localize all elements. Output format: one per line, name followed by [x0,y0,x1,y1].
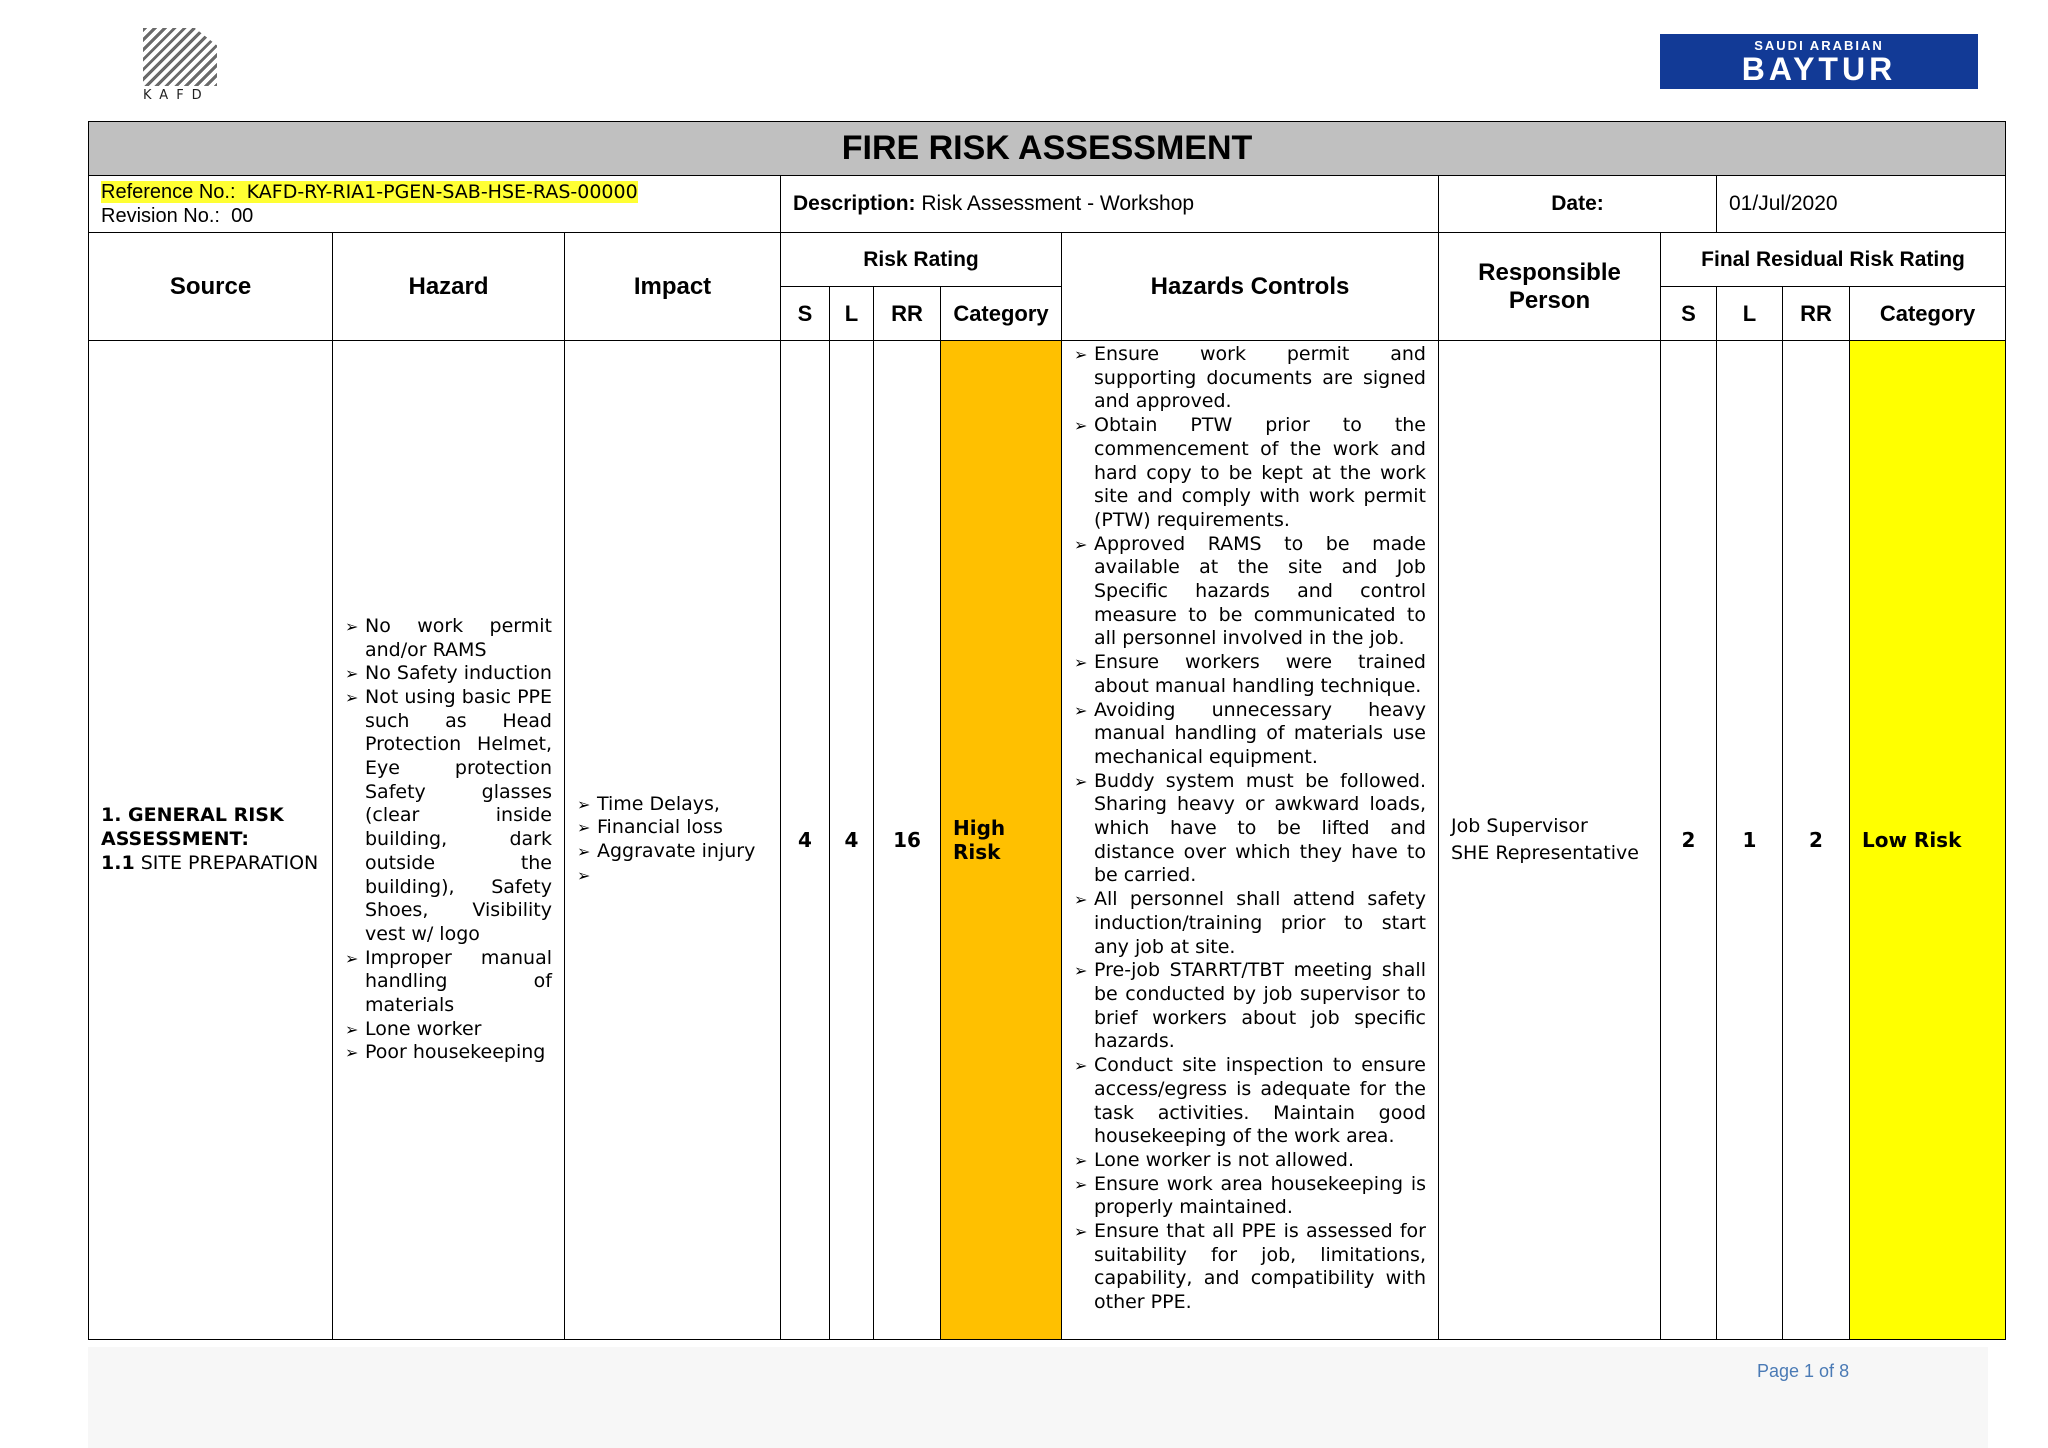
control-item: ➢ Obtain PTW prior to the commencement of the work and hard copy to be kept at the work site and comply with work permit (PTW) requirements. [1074,414,1426,533]
controls-list [1074,343,1426,1315]
hazard-cell [333,341,565,1340]
header-final-category: Category [1850,287,2006,341]
risk-category-value [941,341,1062,1340]
impact-item [577,864,768,888]
revision-label: Revision No.: [101,205,220,227]
header-final-s: S [1661,287,1717,341]
control-item: ➢ Ensure that all PPE is assessed for suitability for job, limitations, capability, and compatibility with other PPE. [1074,1220,1426,1315]
impact-cell [565,341,781,1340]
hazard-item: ➢ Improper manual handling of materials [345,947,552,1018]
hazard-item: ➢ Lone worker [345,1018,552,1042]
hazard-item: ➢ No work permit and/or RAMS [345,615,552,662]
control-item: ➢ All personnel shall attend safety induction/training prior to start any job at site. [1074,888,1426,959]
date-value: 01/Jul/2020 [1717,176,2006,233]
impact-list [577,793,768,888]
header-source: Source [89,233,333,341]
header-impact: Impact [565,233,781,341]
control-item: ➢ Ensure work permit and supporting documents are signed and approved. [1074,343,1426,414]
control-item: ➢ Avoiding unnecessary heavy manual handling of materials use mechanical equipment. [1074,699,1426,770]
hazard-item: ➢ Poor housekeeping [345,1041,552,1065]
responsible-cell [1439,341,1661,1340]
risk-l-value: 4 [830,341,874,1340]
responsible-person: Job Supervisor [1451,815,1588,837]
description-value: Risk Assessment - Workshop [921,192,1195,215]
control-item: ➢ Approved RAMS to be made available at the site and Job Specific hazards and control measure to be communicated to all personnel involved in the job. [1074,533,1426,652]
final-s-value: 2 [1661,341,1717,1340]
baytur-logo-big-text: BAYTUR [1741,51,1897,87]
control-item: ➢ Ensure workers were trained about manual handling technique. [1074,651,1426,698]
control-item: ➢ Ensure work area housekeeping is properly maintained. [1074,1173,1426,1220]
description-label: Description: [793,192,916,215]
risk-assessment-table [88,121,2006,1340]
page-number: Page 1 of 8 [1757,1361,1850,1381]
reference-value: KAFD-RY-RIA1-PGEN-SAB-HSE-RAS-00000 [246,181,638,203]
header-l: L [830,287,874,341]
hazards-controls-cell [1062,341,1439,1340]
source-subsection-text: SITE PREPARATION [140,851,319,874]
impact-item: ➢ Financial loss [577,816,768,840]
revision-value: 00 [231,205,254,227]
baytur-logo-small-text: SAUDI ARABIAN [1754,38,1884,53]
kafd-logo-mark [143,28,217,86]
impact-item: ➢ Time Delays, [577,793,768,817]
kafd-logo [143,28,223,108]
header-hazards-controls: Hazards Controls [1062,233,1439,341]
risk-category-text: High Risk [953,816,1006,864]
header-rr: RR [874,287,941,341]
header-final-rr: RR [1783,287,1850,341]
kafd-logo-text: KAFD [143,88,210,103]
impact-item: ➢ Aggravate injury [577,840,768,864]
document-title: FIRE RISK ASSESSMENT [89,122,2006,176]
control-item: ➢ Lone worker is not allowed. [1074,1149,1426,1173]
header-category: Category [941,287,1062,341]
final-l-value: 1 [1717,341,1783,1340]
header-risk-rating: Risk Rating [781,233,1062,287]
source-cell [89,341,333,1340]
footer-band [88,1347,1988,1448]
header-s: S [781,287,830,341]
reference-label: Reference No.: [101,181,236,203]
control-item: ➢ Buddy system must be followed. Sharing heavy or awkward loads, which have to be lifted and distance over which they have to be carried. [1074,770,1426,889]
final-category-value: Low Risk [1850,341,2006,1340]
header-hazard: Hazard [333,233,565,341]
source-subsection-number: 1.1 [101,851,135,874]
header-final-residual-risk-rating: Final Residual Risk Rating [1661,233,2006,287]
control-item: ➢ Pre-job STARRT/TBT meeting shall be conducted by job supervisor to brief workers about job specific hazards. [1074,959,1426,1054]
header-final-l: L [1717,287,1783,341]
reference-cell [89,176,781,233]
risk-s-value: 4 [781,341,830,1340]
date-label: Date: [1439,176,1717,233]
header-responsible-line2: Person [1508,286,1591,314]
description-cell [781,176,1439,233]
responsible-person: SHE Representative [1451,842,1639,864]
hazard-item: ➢ Not using basic PPE such as Head Protection Helmet, Eye protection Safety glasses (clear inside building, dark outside the building), Safety Shoes, Visibility vest w/ logo [345,686,552,947]
baytur-logo [1660,34,1978,89]
source-section-title: 1. GENERAL RISK ASSESSMENT: [101,804,284,851]
header-responsible-line1: Responsible [1478,258,1621,286]
hazard-item: ➢ No Safety induction [345,662,552,686]
risk-rr-value: 16 [874,341,941,1340]
final-rr-value: 2 [1783,341,1850,1340]
header-responsible-person [1439,233,1661,341]
hazard-list [345,615,552,1065]
control-item: ➢ Conduct site inspection to ensure access/egress is adequate for the task activities. Maintain good housekeeping of the work area. [1074,1054,1426,1149]
reference-highlight [101,181,638,203]
